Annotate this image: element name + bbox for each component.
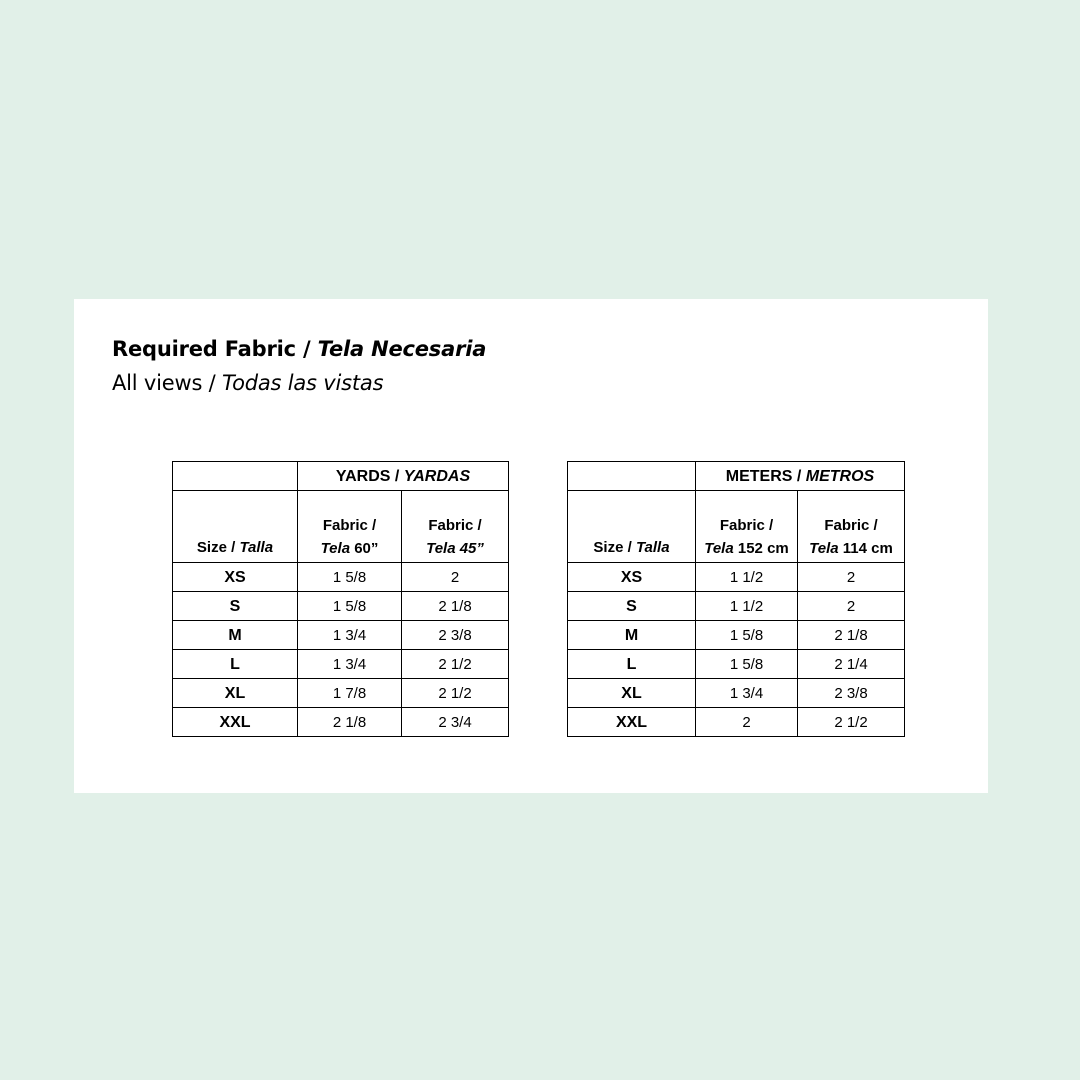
size-column-header (568, 491, 696, 563)
subtitle-text: All views / (112, 371, 223, 395)
size-cell: S (173, 592, 298, 621)
unit-label-italic: YARDAS (403, 467, 471, 485)
blank-cell (568, 462, 696, 491)
table-row (173, 592, 509, 621)
fabric-card (74, 299, 988, 793)
table-row (173, 708, 509, 737)
column-header-line: Fabric / (428, 517, 482, 534)
size-cell: XS (173, 563, 298, 592)
unit-label: METERS / (725, 467, 806, 485)
fabric-column-header (402, 491, 509, 563)
value-cell: 2 3/8 (798, 679, 905, 708)
value-cell: 1 1/2 (696, 563, 798, 592)
column-header-line: Fabric / (824, 517, 878, 534)
value-cell: 2 3/8 (402, 621, 509, 650)
size-header-label: Size / (593, 539, 636, 556)
value-cell: 2 1/2 (798, 708, 905, 737)
value-cell: 1 1/2 (696, 592, 798, 621)
value-cell: 1 5/8 (298, 563, 402, 592)
table-row (568, 592, 905, 621)
unit-row (568, 462, 905, 491)
value-cell: 1 3/4 (298, 621, 402, 650)
table-row (173, 563, 509, 592)
column-header-rest: 152 cm (733, 540, 789, 557)
value-cell: 1 5/8 (298, 592, 402, 621)
value-cell: 2 3/4 (402, 708, 509, 737)
unit-row (173, 462, 509, 491)
value-cell: 2 (798, 563, 905, 592)
value-cell: 2 1/8 (402, 592, 509, 621)
value-cell: 2 1/8 (298, 708, 402, 737)
unit-label: YARDS / (335, 467, 404, 485)
value-cell: 1 3/4 (696, 679, 798, 708)
table-row (568, 563, 905, 592)
column-header-row (173, 491, 509, 563)
column-header-row (568, 491, 905, 563)
size-cell: L (568, 650, 696, 679)
value-cell: 2 (402, 563, 509, 592)
size-column-header (173, 491, 298, 563)
column-header-line: Fabric / (322, 517, 377, 534)
value-cell: 2 1/4 (798, 650, 905, 679)
table-row (568, 679, 905, 708)
size-cell: XS (568, 563, 696, 592)
value-cell: 2 (696, 708, 798, 737)
size-cell: XXL (173, 708, 298, 737)
table-row (173, 621, 509, 650)
table-row (173, 679, 509, 708)
column-header-italic: Tela (704, 540, 734, 557)
column-header-italic: Tela (320, 540, 351, 557)
size-header-label: Size / (196, 539, 240, 556)
value-cell: 2 1/8 (798, 621, 905, 650)
size-cell: S (568, 592, 696, 621)
table-row (568, 650, 905, 679)
value-cell: 2 1/2 (402, 650, 509, 679)
table-row (173, 650, 509, 679)
fabric-column-header (298, 491, 402, 563)
column-header-line: Fabric / (719, 517, 774, 534)
size-header-italic: Talla (239, 539, 274, 556)
size-cell: M (173, 621, 298, 650)
size-header-italic: Talla (635, 539, 670, 556)
yards-table (172, 461, 509, 737)
size-cell: XXL (568, 708, 696, 737)
column-header-rest: 114 cm (838, 540, 893, 557)
value-cell: 1 5/8 (696, 650, 798, 679)
size-cell: L (173, 650, 298, 679)
page-subtitle (112, 371, 383, 395)
table-row (568, 621, 905, 650)
size-cell: M (568, 621, 696, 650)
column-header-rest: 60” (350, 540, 379, 557)
blank-cell (173, 462, 298, 491)
fabric-column-header (696, 491, 798, 563)
column-header-italic: Tela 45” (426, 540, 484, 557)
title-text: Required Fabric / (112, 337, 318, 361)
unit-header (298, 462, 509, 491)
size-cell: XL (173, 679, 298, 708)
value-cell: 2 1/2 (402, 679, 509, 708)
page-title (112, 337, 486, 361)
value-cell: 1 3/4 (298, 650, 402, 679)
table-row (568, 708, 905, 737)
unit-label-italic: METROS (805, 467, 875, 485)
fabric-column-header (798, 491, 905, 563)
value-cell: 1 7/8 (298, 679, 402, 708)
value-cell: 1 5/8 (696, 621, 798, 650)
size-cell: XL (568, 679, 696, 708)
value-cell: 2 (798, 592, 905, 621)
title-italic-text: Tela Necesaria (317, 337, 487, 361)
column-header-italic: Tela (809, 540, 839, 557)
unit-header (696, 462, 905, 491)
subtitle-italic-text: Todas las vistas (222, 371, 384, 395)
meters-table (567, 461, 905, 737)
